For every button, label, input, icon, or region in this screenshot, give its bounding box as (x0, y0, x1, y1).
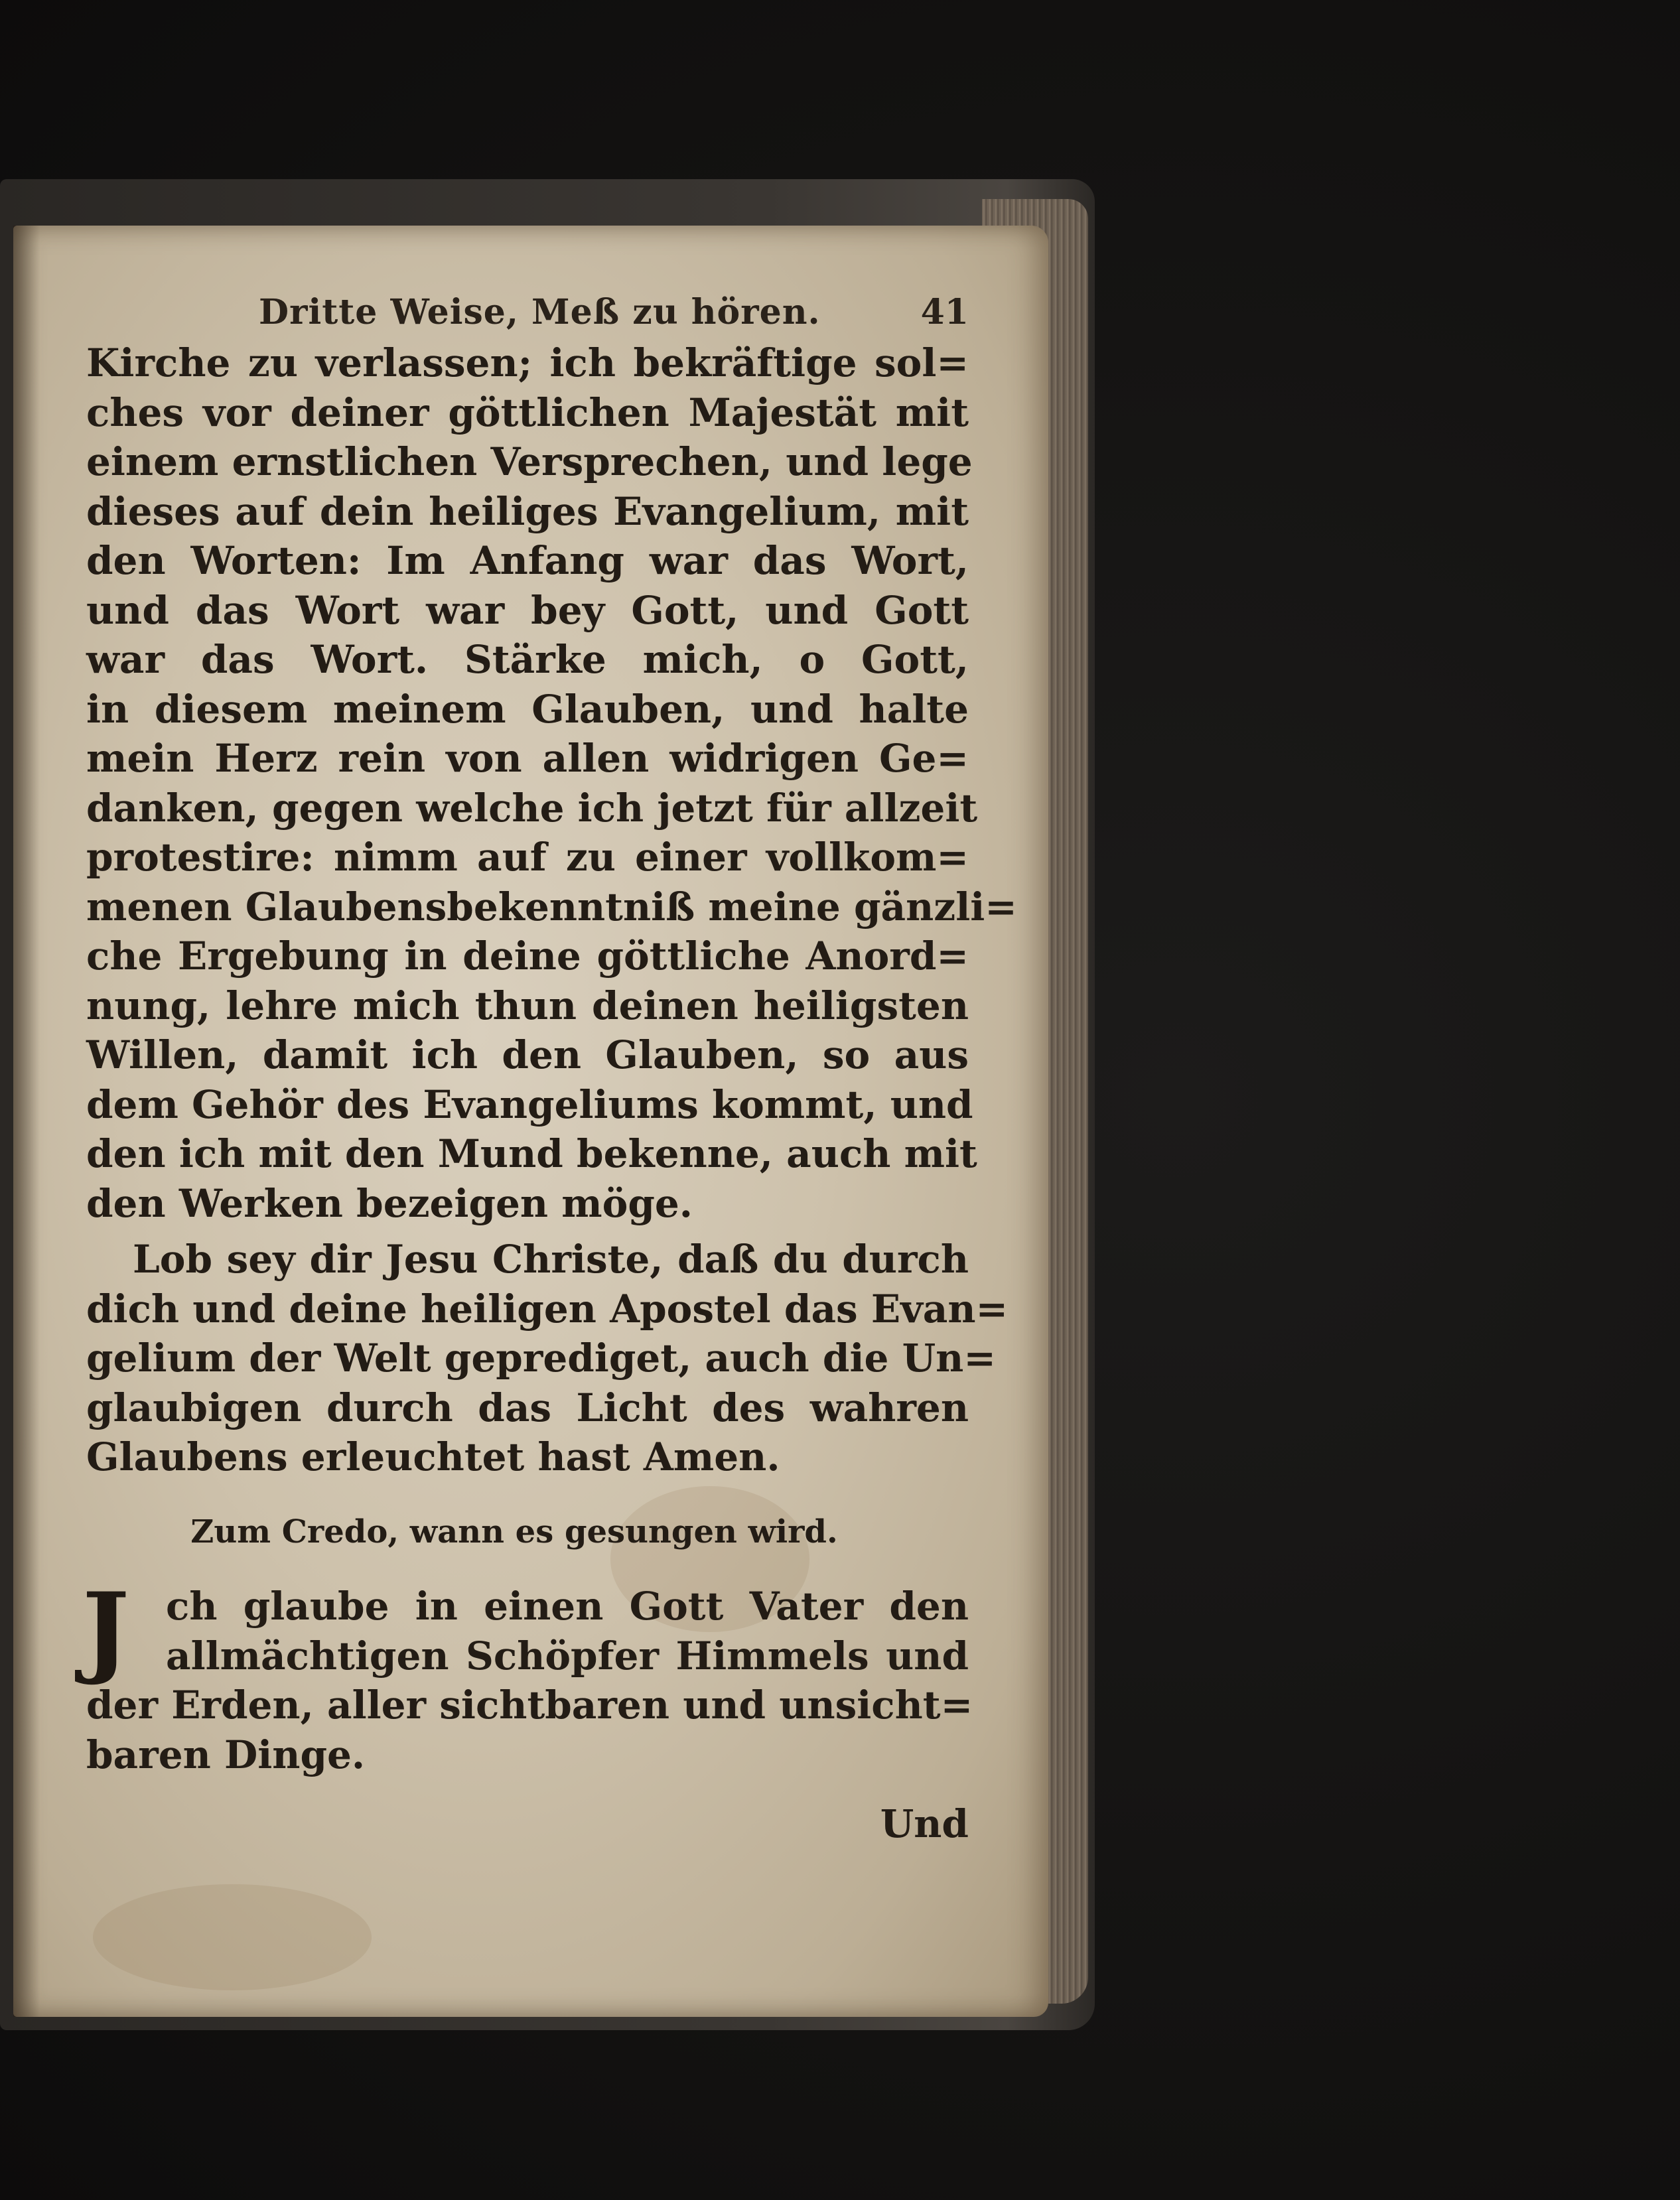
book-page (13, 226, 1048, 2017)
text-line: der Erden, aller sichtbaren und unsicht= (86, 1683, 973, 1728)
page-number: 41 (920, 292, 969, 332)
section-subheading: Zum Credo, wann es gesungen wird. (190, 1513, 838, 1550)
text-line: dich und deine heiligen Apostel das Evan= (86, 1286, 1009, 1332)
text-line: dem Gehör des Evangeliums kommt, und (86, 1081, 973, 1127)
text-line: ch glaube in einen Gott Vater den (166, 1584, 969, 1629)
text-line: danken, gegen welche ich jetzt für allzeit (86, 785, 978, 831)
text-line: den Werken bezeigen möge. (86, 1180, 693, 1226)
running-head-title: Dritte Weise, Meß zu hören. (259, 292, 821, 332)
text-line: mein Herz rein von allen widrigen Ge= (86, 736, 969, 781)
text-line: in diesem meinem Glauben, und halte (86, 686, 969, 732)
page-gutter-shadow (13, 226, 40, 2017)
text-line: che Ergebung in deine göttliche Anord= (86, 933, 969, 979)
text-line: Lob sey dir Jesu Christe, daß du durch (133, 1237, 969, 1282)
running-header (239, 292, 982, 345)
drop-cap-initial: J (82, 1571, 129, 1688)
paragraph-2 (86, 1235, 1009, 1482)
text-line: Willen, damit ich den Glauben, so aus (86, 1032, 969, 1077)
paper-stain (93, 1884, 372, 1990)
text-line: dieses auf dein heiliges Evangelium, mit (86, 488, 969, 534)
text-line: Glaubens erleuchtet hast Amen. (86, 1434, 780, 1479)
text-line: war das Wort. Stärke mich, o Gott, (86, 637, 969, 682)
paragraph-gap (86, 1228, 969, 1235)
text-line: baren Dinge. (86, 1732, 366, 1777)
text-line: menen Glaubensbekenntniß meine gänzli= (86, 884, 1017, 929)
text-line: gelium der Welt geprediget, auch die Un= (86, 1336, 996, 1381)
text-line: glaubigen durch das Licht des wahren (86, 1385, 969, 1430)
text-line: einem ernstlichen Versprechen, und lege (86, 439, 973, 484)
text-line: den Worten: Im Anfang war das Wort, (86, 538, 969, 583)
page-body (82, 338, 1017, 1849)
text-line: und das Wort war bey Gott, und Gott (86, 587, 969, 633)
text-line: ches vor deiner göttlichen Majestät mit (86, 389, 969, 435)
paragraph-1 (86, 338, 1017, 1228)
text-line: den ich mit den Mund bekenne, auch mit (86, 1131, 977, 1176)
text-line: allmächtigen Schöpfer Himmels und (166, 1633, 969, 1679)
text-line: nung, lehre mich thun deinen heiligsten (86, 983, 969, 1028)
credo-paragraph (82, 1571, 973, 1779)
text-line: protestire: nimm auf zu einer vollkom= (86, 835, 969, 880)
catchword: Und (880, 1801, 969, 1846)
text-line: Kirche zu verlassen; ich bekräftige sol= (86, 340, 969, 385)
